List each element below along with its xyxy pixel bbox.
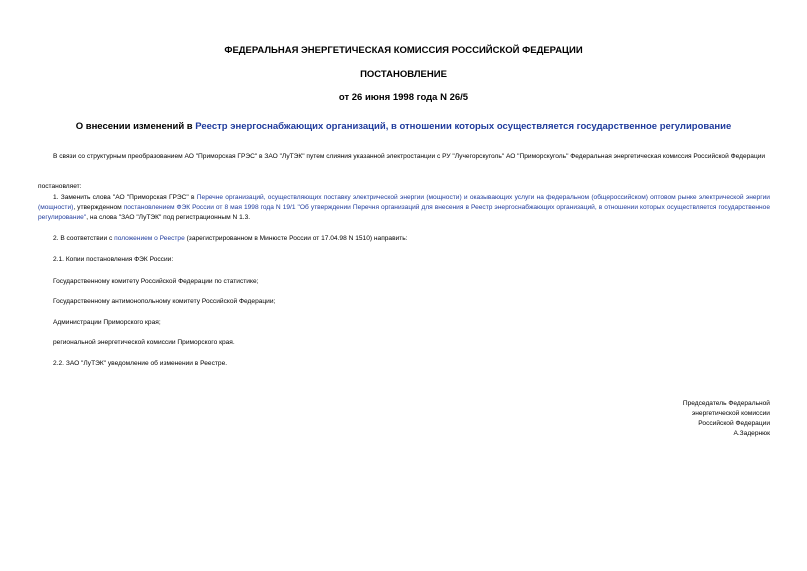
recipient-item: Администрации Приморского края; xyxy=(53,319,161,326)
item-2-1-text: 2.1. Копии постановления ФЭК России: xyxy=(53,256,174,263)
recipient-item: Государственному комитету Российской Федерации по статистике; xyxy=(53,278,259,285)
item-2-2-text: 2.2. ЗАО "ЛуТЭК" уведомление об изменении в Реестре. xyxy=(53,360,228,367)
title-prefix: О внесении изменений в xyxy=(75,121,196,132)
decides-text: постановляет: xyxy=(38,183,82,190)
registry-link[interactable]: Реестр энергоснабжающих организаций, в отношении которых осуществляется государственное регулирование xyxy=(195,121,732,132)
document-type-heading: ПОСТАНОВЛЕНИЕ xyxy=(360,69,447,80)
signature-line: Председатель Федеральной xyxy=(682,400,770,407)
signatory-name: А.Задернюк xyxy=(733,430,770,437)
item-2-paragraph xyxy=(53,235,408,242)
recipient-item: Государственному антимонопольному комитету Российской Федерации; xyxy=(53,298,276,305)
document-date: от 26 июня 1998 года N 26/5 xyxy=(338,92,469,103)
recipient-item: региональной энергетической комиссии Приморского края. xyxy=(53,339,235,346)
item-1-text-a: 1. Заменить слова "АО "Приморская ГРЭС" в xyxy=(53,194,197,201)
document-title xyxy=(0,121,807,132)
item-1-text-c: , на слова "ЗАО "ЛуТЭК" под регистрационным N 1.3. xyxy=(86,214,251,221)
organizations-list-link[interactable]: Перечне организаций, осуществляющих поставку электрической энергии (мощности) и оказывающих услуги на федеральном (общероссийском) оптовом рынке электрической энергии (мощности) xyxy=(38,194,770,211)
item-2-text-a: 2. В соответствии с xyxy=(53,235,115,242)
item-1-paragraph xyxy=(38,193,770,223)
commission-heading: ФЕДЕРАЛЬНАЯ ЭНЕРГЕТИЧЕСКАЯ КОМИССИЯ РОССИЙСКОЙ ФЕДЕРАЦИИ xyxy=(224,45,583,56)
intro-paragraph: В связи со структурным преобразованием АО "Приморская ГРЭС" в ЗАО "ЛуТЭК" путем слияния указанной электростанции с РУ "Лучегорскуголь" АО "Приморскуголь" Федеральная энергетическая комиссия Российской Федерации xyxy=(53,153,766,160)
item-2-text-b: (зарегистрированном в Минюсте России от 17.04.98 N 1510) направить: xyxy=(184,235,408,242)
item-1-text-b: , утвержденном xyxy=(73,204,124,211)
resolution-link[interactable]: постановлением ФЭК России от 8 мая 1998 года N 19/1 "Об утверждении Перечня организаций для внесения в Реестр энергоснабжающих организаций, в отношении которых осуществляется государственное регулирование" xyxy=(38,204,771,221)
signature-line: Российской Федерации xyxy=(698,420,770,427)
signature-line: энергетической комиссии xyxy=(691,410,770,417)
signature-block xyxy=(683,399,770,439)
registry-regulation-link[interactable]: положением о Реестре xyxy=(114,235,185,242)
